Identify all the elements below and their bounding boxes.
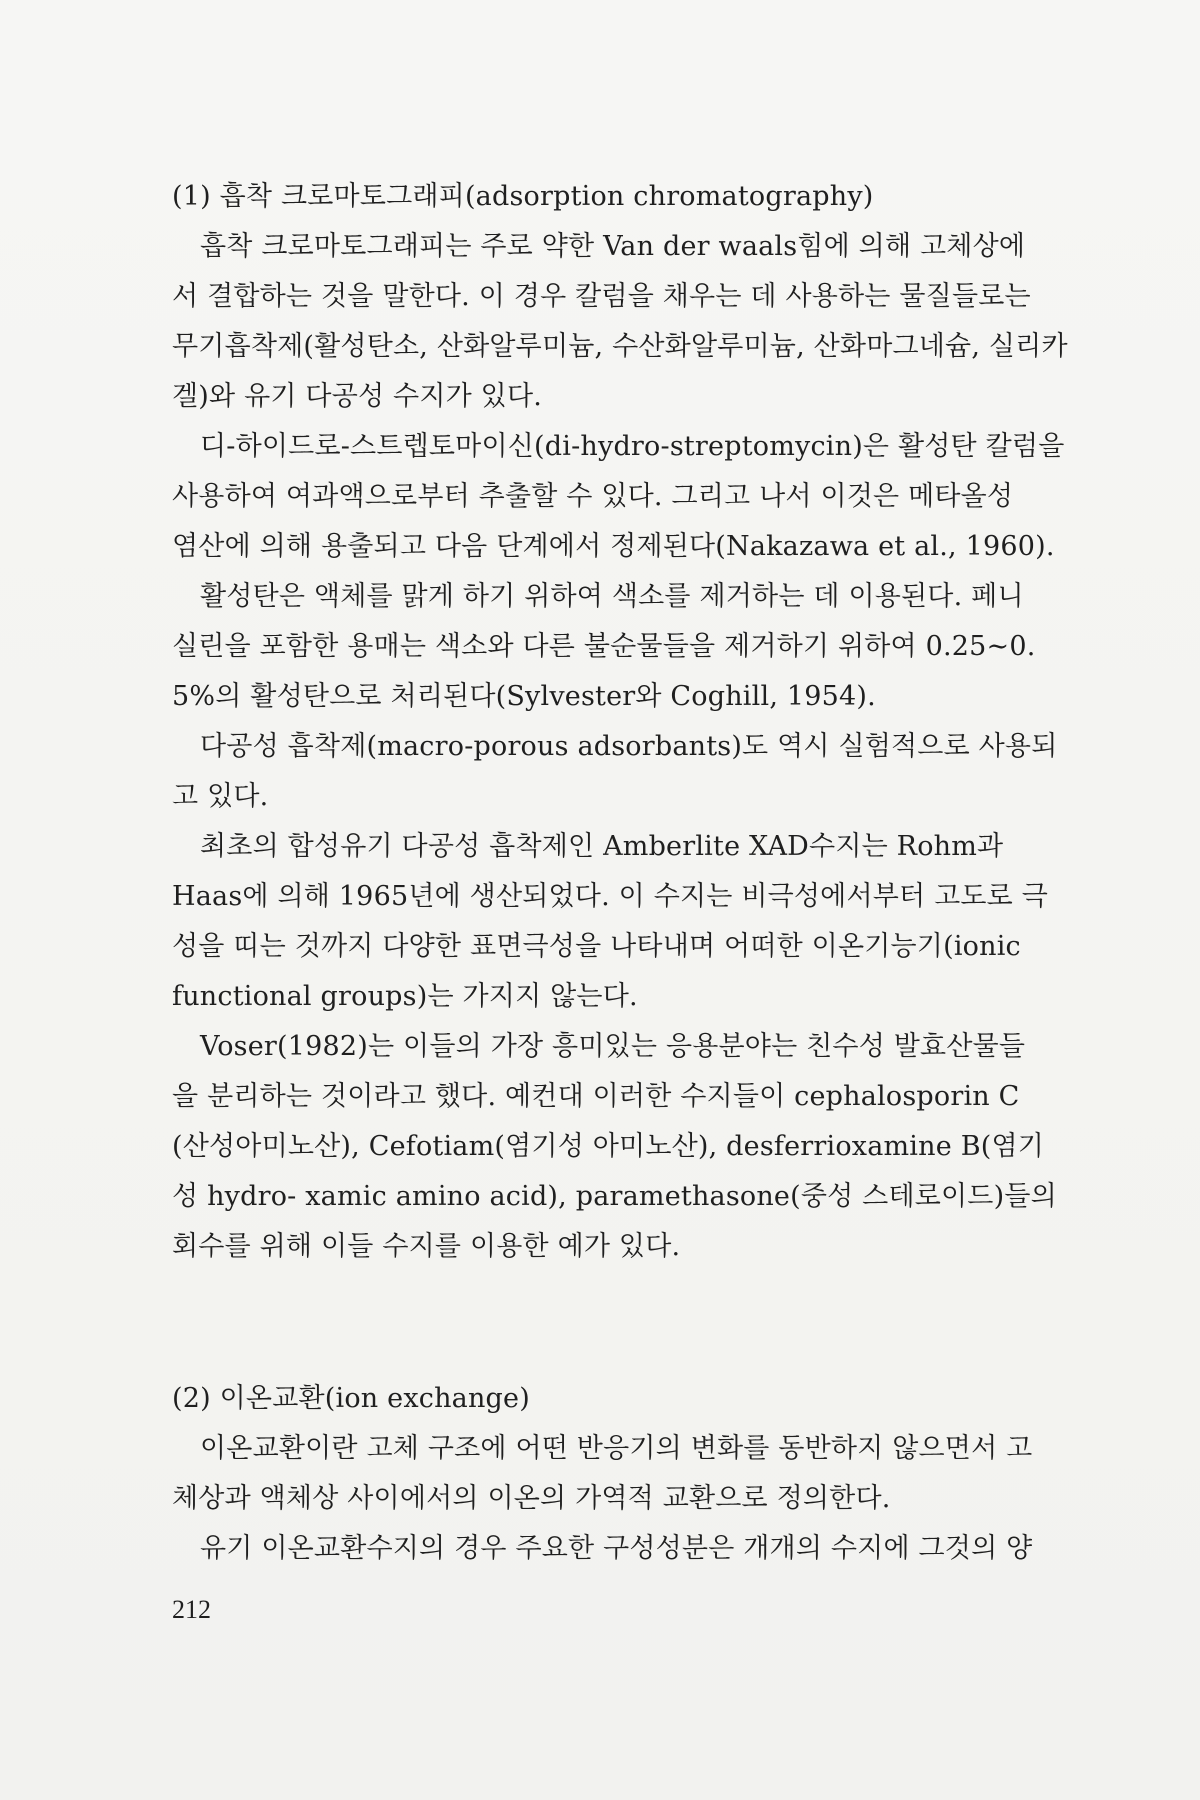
paragraph-line: 5%의 활성탄으로 처리된다(Sylvester와 Coghill, 1954). (172, 681, 876, 712)
paragraph-line: 체상과 액체상 사이에서의 이온의 가역적 교환으로 정의한다. (172, 1483, 891, 1514)
paragraph-line: 염산에 의해 용출되고 다음 단계에서 정제된다(Nakazawa et al., 1960). (172, 531, 1055, 562)
paragraph-line: 성 hydro- xamic amino acid), paramethasone(중성 스테로이드)들의 (172, 1181, 1057, 1212)
paragraph-line: Voser(1982)는 이들의 가장 흥미있는 응용분야는 친수성 발효산물들 (200, 1031, 1026, 1062)
paragraph-line: 고 있다. (172, 781, 269, 812)
paragraph-line: 유기 이온교환수지의 경우 주요한 구성성분은 개개의 수지에 그것의 양 (200, 1533, 1033, 1564)
paragraph-line: 실린을 포함한 용매는 색소와 다른 불순물들을 제거하기 위하여 0.25∼0. (172, 631, 1036, 662)
paragraph-line: 다공성 흡착제(macro-porous adsorbants)도 역시 실험적으로 사용되 (200, 731, 1058, 762)
section-heading-ion-exchange: (2) 이온교환(ion exchange) (172, 1383, 530, 1414)
paragraph-line: 이온교환이란 고체 구조에 어떤 반응기의 변화를 동반하지 않으면서 고 (200, 1433, 1033, 1464)
page-number: 212 (172, 1595, 211, 1624)
paragraph-line: 최초의 합성유기 다공성 흡착제인 Amberlite XAD수지는 Rohm과 (200, 831, 1004, 862)
paragraph-line: 활성탄은 액체를 맑게 하기 위하여 색소를 제거하는 데 이용된다. 페니 (200, 581, 1024, 612)
paragraph-line: 을 분리하는 것이라고 했다. 예컨대 이러한 수지들이 cephalosporin C (172, 1081, 1020, 1112)
paragraph-line: 흡착 크로마토그래피는 주로 약한 Van der waals힘에 의해 고체상에 (200, 231, 1026, 262)
section-heading-adsorption: (1) 흡착 크로마토그래피(adsorption chromatography) (172, 181, 874, 212)
paragraph-line: 회수를 위해 이들 수지를 이용한 예가 있다. (172, 1231, 681, 1262)
paragraph-line: 디-하이드로-스트렙토마이신(di-hydro-streptomycin)은 활성탄 칼럼을 (200, 431, 1065, 462)
paragraph-line: 성을 띠는 것까지 다양한 표면극성을 나타내며 어떠한 이온기능기(ionic (172, 931, 1021, 962)
paragraph-line: functional groups)는 가지지 않는다. (172, 981, 638, 1012)
paragraph-line: 겔)와 유기 다공성 수지가 있다. (172, 381, 543, 412)
paragraph-line: Haas에 의해 1965년에 생산되었다. 이 수지는 비극성에서부터 고도로 극 (172, 881, 1049, 912)
page-body (172, 172, 1068, 1574)
section-spacer (172, 1272, 1052, 1374)
paragraph-line: 서 결합하는 것을 말한다. 이 경우 칼럼을 채우는 데 사용하는 물질들로는 (172, 281, 1031, 312)
paragraph-line: (산성아미노산), Cefotiam(염기성 아미노산), desferrioxamine B(염기 (172, 1131, 1045, 1162)
paragraph-line: 사용하여 여과액으로부터 추출할 수 있다. 그리고 나서 이것은 메타올성 (172, 481, 1014, 512)
paragraph-line: 무기흡착제(활성탄소, 산화알루미늄, 수산화알루미늄, 산화마그네슘, 실리카 (172, 331, 1068, 362)
